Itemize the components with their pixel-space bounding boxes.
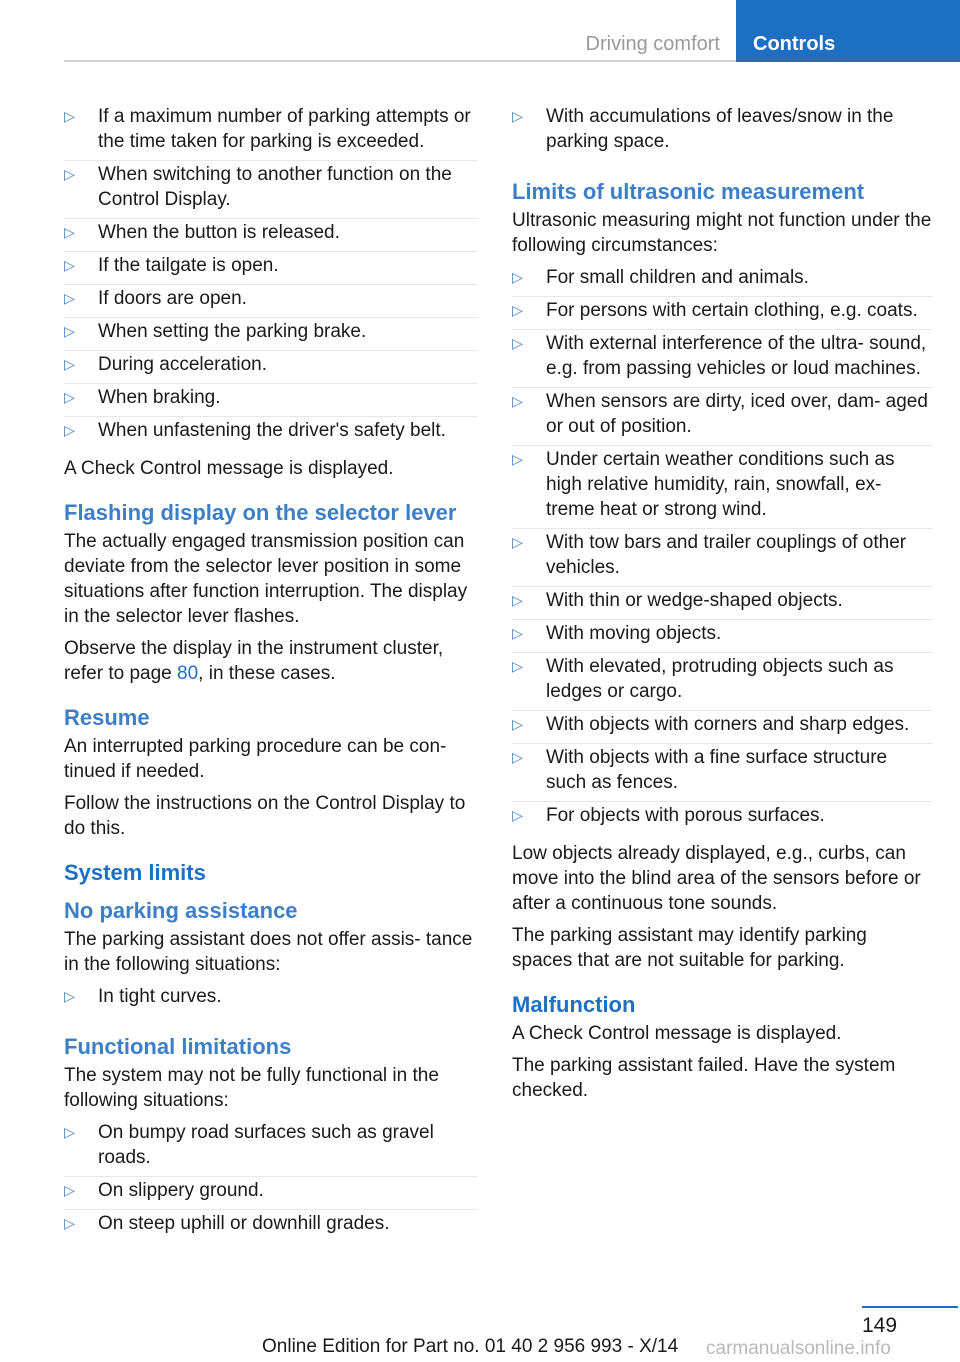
triangle-bullet-icon: ▷ <box>512 108 523 124</box>
triangle-bullet-icon: ▷ <box>512 335 523 351</box>
list-item-text: If the tailgate is open. <box>98 255 279 276</box>
triangle-bullet-icon: ▷ <box>64 323 75 339</box>
list-item <box>512 745 932 802</box>
ultrasonic-list <box>512 265 932 834</box>
ultrasonic-paragraph: Ultrasonic measuring might not function under the following circumstances: <box>512 210 932 256</box>
triangle-bullet-icon: ▷ <box>64 166 75 182</box>
triangle-bullet-icon: ▷ <box>64 422 75 438</box>
list-item-text: Under certain weather conditions such as high relative humidity, rain, snowfall, ex‐ treme heat or strong wind. <box>546 449 895 520</box>
list-item <box>512 298 932 330</box>
triangle-bullet-icon: ▷ <box>64 108 75 124</box>
list-item <box>512 712 932 744</box>
list-item-text: If a maximum number of parking attempts or the time taken for parking is exceeded. <box>98 106 471 152</box>
list-item <box>64 319 478 351</box>
right-column <box>512 104 932 1110</box>
list-item <box>64 220 478 252</box>
list-item-text: On slippery ground. <box>98 1180 264 1201</box>
triangle-bullet-icon: ▷ <box>64 1182 75 1198</box>
malfunction-heading: Malfunction <box>512 992 636 1017</box>
triangle-bullet-icon: ▷ <box>512 592 523 608</box>
malfunction-paragraph-2: The parking assistant failed. Have the system checked. <box>512 1055 896 1101</box>
triangle-bullet-icon: ▷ <box>64 257 75 273</box>
unsuitable-spaces-paragraph: The parking assistant may identify parking spaces that are not suitable for parking. <box>512 925 867 971</box>
resume-paragraph-1: An interrupted parking procedure can be con‐ tinued if needed. <box>64 736 447 782</box>
list-item <box>512 447 932 529</box>
list-item-text: When braking. <box>98 387 221 408</box>
list-item <box>64 984 478 1015</box>
list-item-text: With external interference of the ultra‐ sound, e.g. from passing vehicles or loud machines. <box>546 333 927 379</box>
list-item <box>512 265 932 297</box>
list-item-text: On bumpy road surfaces such as gravel roads. <box>98 1122 434 1168</box>
list-item-text: With elevated, protruding objects such as ledges or cargo. <box>546 656 894 702</box>
list-item-text: With objects with corners and sharp edges. <box>546 714 910 735</box>
triangle-bullet-icon: ▷ <box>512 625 523 641</box>
page-number: 149 <box>862 1314 898 1337</box>
triangle-bullet-icon: ▷ <box>64 224 75 240</box>
list-item <box>512 588 932 620</box>
list-item <box>64 1178 478 1210</box>
list-item-text: When sensors are dirty, iced over, dam‐ aged or out of position. <box>546 391 928 437</box>
accumulation-list <box>512 104 932 160</box>
list-item <box>512 530 932 587</box>
list-item-text: With moving objects. <box>546 623 722 644</box>
list-item-text: When the button is released. <box>98 222 340 243</box>
list-item <box>64 253 478 285</box>
flashing-reference <box>64 636 478 686</box>
list-item-text: With objects with a fine surface structure such as fences. <box>546 747 888 793</box>
list-item <box>64 162 478 219</box>
list-item <box>64 1120 478 1177</box>
list-item-text: When switching to another function on the Control Display. <box>98 164 452 210</box>
page-header <box>586 0 960 62</box>
no-parking-paragraph: The parking assistant does not offer assis‐ tance in the following situations: <box>64 929 473 975</box>
list-item <box>64 418 478 449</box>
triangle-bullet-icon: ▷ <box>512 393 523 409</box>
check-control-text: A Check Control message is displayed. <box>64 458 394 479</box>
malfunction-paragraph-1: A Check Control message is displayed. <box>512 1023 842 1044</box>
triangle-bullet-icon: ▷ <box>512 269 523 285</box>
list-item-text: For objects with porous surfaces. <box>546 805 825 826</box>
list-item <box>512 331 932 388</box>
triangle-bullet-icon: ▷ <box>64 389 75 405</box>
functional-paragraph: The system may not be fully functional in the following situations: <box>64 1065 439 1111</box>
triangle-bullet-icon: ▷ <box>512 658 523 674</box>
no-parking-heading: No parking assistance <box>64 898 298 923</box>
ref-text-before: Observe the display in the instrument cluster, refer to page <box>64 638 444 684</box>
triangle-bullet-icon: ▷ <box>512 451 523 467</box>
header-rule <box>64 60 736 62</box>
list-item-text: When unfastening the driver's safety belt. <box>98 420 446 441</box>
page-number-rule <box>862 1306 958 1308</box>
no-parking-list <box>64 984 478 1015</box>
list-item <box>64 385 478 417</box>
list-item-text: With tow bars and trailer couplings of other vehicles. <box>546 532 907 578</box>
list-item-text: On steep uphill or downhill grades. <box>98 1213 390 1234</box>
triangle-bullet-icon: ▷ <box>64 1215 75 1231</box>
ultrasonic-heading: Limits of ultrasonic measurement <box>512 179 865 204</box>
resume-paragraph-2: Follow the instructions on the Control Display to do this. <box>64 793 466 839</box>
edition-footer: Online Edition for Part no. 01 40 2 956 993 - X/14 <box>262 1336 679 1357</box>
interruption-list <box>64 104 478 449</box>
flashing-heading: Flashing display on the selector lever <box>64 500 457 525</box>
triangle-bullet-icon: ▷ <box>512 534 523 550</box>
list-item-text: If doors are open. <box>98 288 247 309</box>
system-limits-heading: System limits <box>64 860 206 885</box>
triangle-bullet-icon: ▷ <box>64 290 75 306</box>
low-objects-paragraph: Low objects already displayed, e.g., curbs, can move into the blind area of the sensors before or after a continuous tone sounds. <box>512 843 921 914</box>
list-item <box>64 286 478 318</box>
list-item <box>512 803 932 834</box>
triangle-bullet-icon: ▷ <box>512 807 523 823</box>
list-item-text: For small children and animals. <box>546 267 809 288</box>
left-column <box>64 104 478 1249</box>
ref-text-after: , in these cases. <box>198 663 336 684</box>
page-80-link[interactable]: 80 <box>177 663 199 684</box>
triangle-bullet-icon: ▷ <box>64 356 75 372</box>
triangle-bullet-icon: ▷ <box>512 749 523 765</box>
triangle-bullet-icon: ▷ <box>512 302 523 318</box>
list-item-text: With accumulations of leaves/snow in the parking space. <box>546 106 894 152</box>
list-item <box>512 621 932 653</box>
list-item <box>64 352 478 384</box>
section-label: Driving comfort <box>585 33 720 55</box>
triangle-bullet-icon: ▷ <box>64 1124 75 1140</box>
list-item <box>64 1211 478 1242</box>
list-item <box>64 104 478 161</box>
resume-heading: Resume <box>64 705 150 730</box>
flashing-paragraph: The actually engaged transmission position can deviate from the selector lever position in some situations after function interruption. The display in the selector lever flashes. <box>64 531 468 627</box>
functional-heading: Functional limitations <box>64 1034 292 1059</box>
chapter-tab: Controls <box>736 0 960 62</box>
list-item <box>512 389 932 446</box>
triangle-bullet-icon: ▷ <box>64 988 75 1004</box>
triangle-bullet-icon: ▷ <box>512 716 523 732</box>
functional-list <box>64 1120 478 1242</box>
list-item-text: With thin or wedge-shaped objects. <box>546 590 843 611</box>
list-item-text: When setting the parking brake. <box>98 321 367 342</box>
list-item-text: In tight curves. <box>98 986 222 1007</box>
list-item-text: For persons with certain clothing, e.g. coats. <box>546 300 918 321</box>
watermark: carmanualsonline.info <box>706 1338 891 1359</box>
list-item <box>512 654 932 711</box>
list-item-text: During acceleration. <box>98 354 267 375</box>
list-item <box>512 104 932 160</box>
